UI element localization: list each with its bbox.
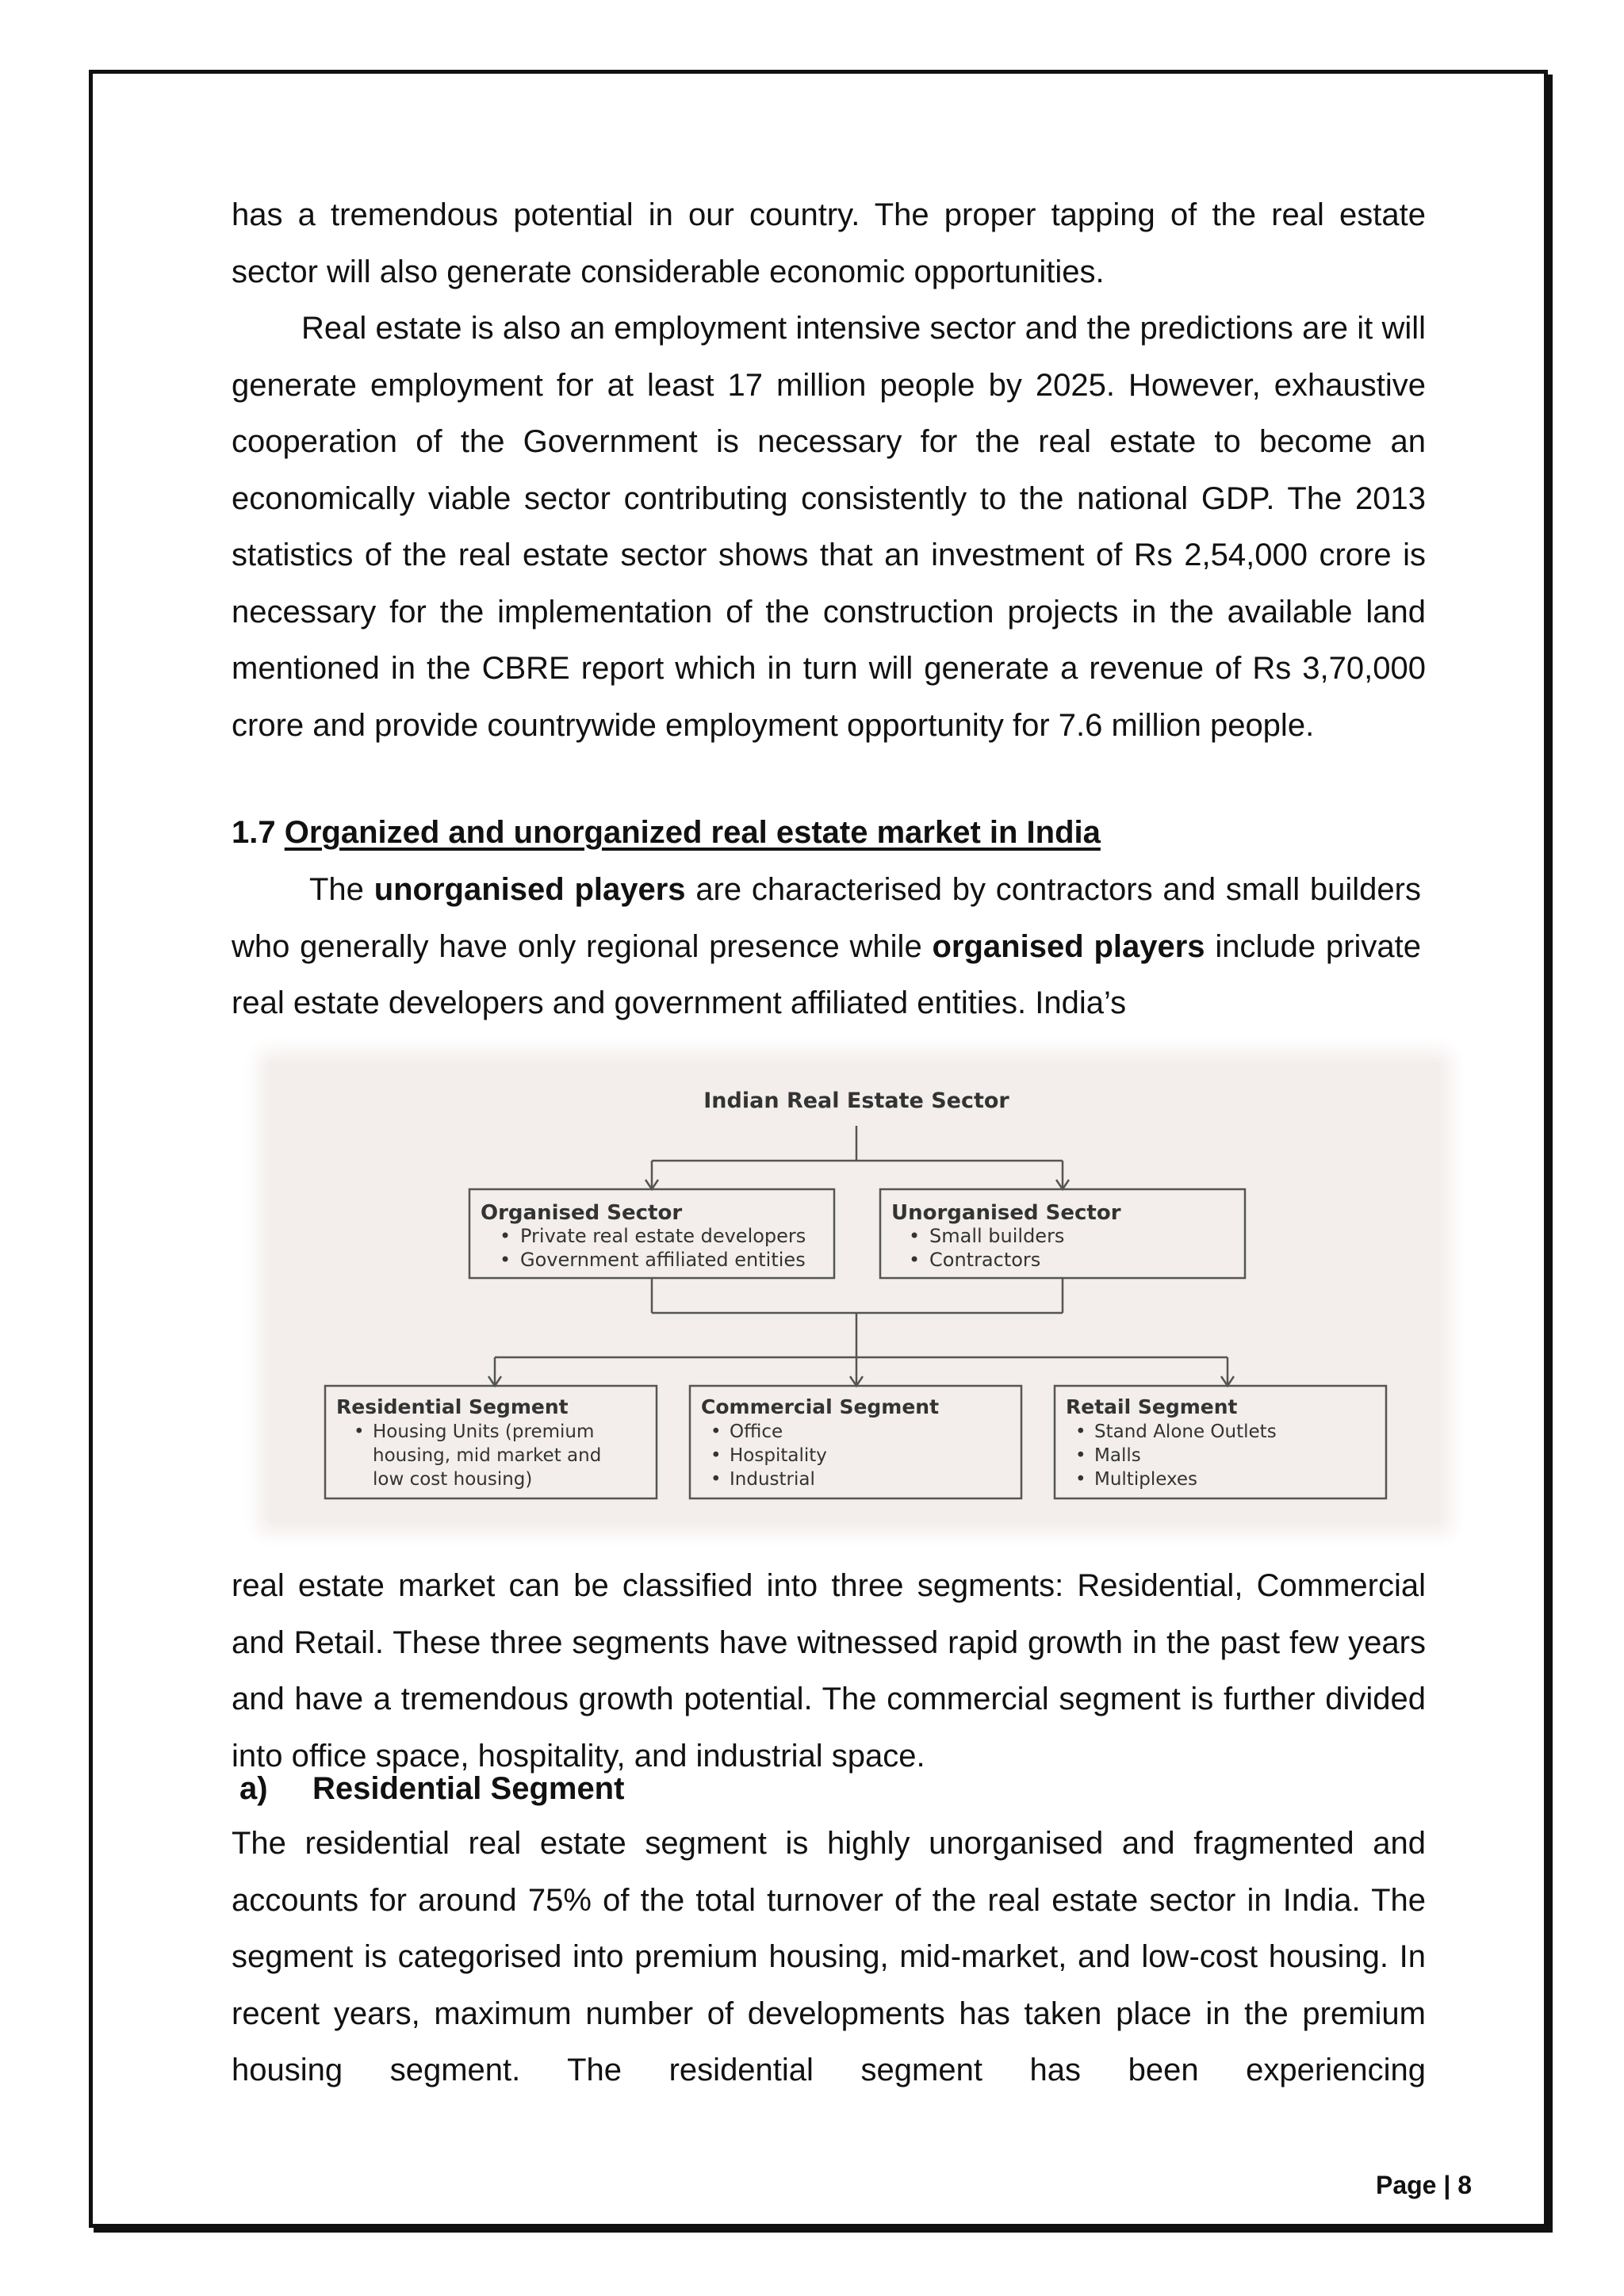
organised-item: Government affiliated entities (520, 1249, 806, 1271)
retail-item: Stand Alone Outlets (1094, 1422, 1277, 1442)
organised-sector-title: Organised Sector (481, 1201, 683, 1225)
unorganised-sector-title: Unorganised Sector (891, 1201, 1121, 1225)
body-text-segments (232, 1558, 1426, 1785)
commercial-item: Hospitality (730, 1445, 827, 1466)
residential-line: low cost housing) (373, 1469, 533, 1490)
subsection-label: a) (239, 1771, 268, 1806)
residential-line: Housing Units (premium (373, 1422, 595, 1442)
subsection-title: Residential Segment (312, 1771, 625, 1806)
organised-bullet: • (500, 1249, 511, 1271)
real-estate-sector-diagram (270, 1062, 1440, 1522)
retail-item: Malls (1094, 1445, 1141, 1466)
unorganised-item: Small builders (929, 1225, 1065, 1247)
unorganised-item: Contractors (929, 1249, 1041, 1271)
organised-item: Private real estate developers (520, 1225, 806, 1247)
commercial-item: Office (730, 1422, 783, 1442)
commercial-bullet: • (710, 1422, 722, 1442)
paragraph-intro: has a tremendous potential in our country. The proper tapping of the real estate sector will also generate considerable economic opportunities. (232, 197, 1426, 289)
retail-bullet: • (1075, 1445, 1086, 1466)
players-text-2: are characterised by contractors and small builders who generally have only regional presence while (232, 872, 1421, 964)
retail-segment-title: Retail Segment (1066, 1395, 1238, 1418)
section-heading (232, 805, 1101, 862)
subsection-heading (239, 1761, 624, 1818)
paragraph-residential: The residential real estate segment is highly unorganised and fragmented and accounts for around 75% of the total turnover of the real estate sector in India. The segment is categorised into premium housing, mid-market, and low-cost housing. In recent years, maximum number of developments has taken place in the premium housing segment. The residential segment has been experiencing (232, 1826, 1426, 2087)
body-text-residential (232, 1816, 1426, 2099)
residential-line: housing, mid market and (373, 1445, 602, 1466)
players-bold-organised: organised players (932, 928, 1205, 964)
section-number: 1.7 (232, 815, 276, 850)
retail-bullet: • (1075, 1422, 1086, 1442)
paragraph-employment: Real estate is also an employment intensive sector and the predictions are it will generate employment for at least 17 million people by 2025. However, exhaustive cooperation of the Government is necessary for the real estate to become an economically viable sector contributing consistently to the national GDP. The 2013 statistics of the real estate sector shows that an investment of Rs 2,54,000 crore is necessary for the implementation of the construction projects in the available land mentioned in the CBRE report which in turn will generate a revenue of Rs 3,70,000 crore and provide countrywide employment opportunity for 7.6 million people. (232, 311, 1426, 743)
organised-bullet: • (500, 1225, 511, 1247)
section-title: Organized and unorganized real estate market in India (284, 815, 1101, 850)
residential-bullet: • (354, 1422, 365, 1442)
commercial-segment-title: Commercial Segment (701, 1395, 940, 1418)
paragraph-players (232, 862, 1421, 1032)
diagram-title: Indian Real Estate Sector (703, 1089, 1009, 1113)
players-text-1: The (309, 872, 374, 907)
body-text-top (232, 187, 1426, 754)
commercial-bullet: • (710, 1445, 722, 1466)
unorganised-bullet: • (909, 1225, 921, 1247)
players-text-3: include private real estate developers and government affiliated entities. India’s (232, 928, 1421, 1020)
unorganised-bullet: • (909, 1249, 921, 1271)
paragraph-segments: real estate market can be classified into three segments: Residential, Commercial and Retail. These three segments have witnessed rapid growth in the past few years and have a tremendous growth potential. The commercial segment is further divided into office space, hospitality, and industrial space. (232, 1568, 1426, 1774)
retail-item: Multiplexes (1094, 1469, 1197, 1490)
residential-segment-title: Residential Segment (336, 1395, 569, 1418)
commercial-item: Industrial (730, 1469, 815, 1490)
retail-bullet: • (1075, 1469, 1086, 1490)
commercial-bullet: • (710, 1469, 722, 1490)
page-number: Page | 8 (1375, 2171, 1472, 2199)
players-bold-unorganised: unorganised players (373, 872, 686, 907)
